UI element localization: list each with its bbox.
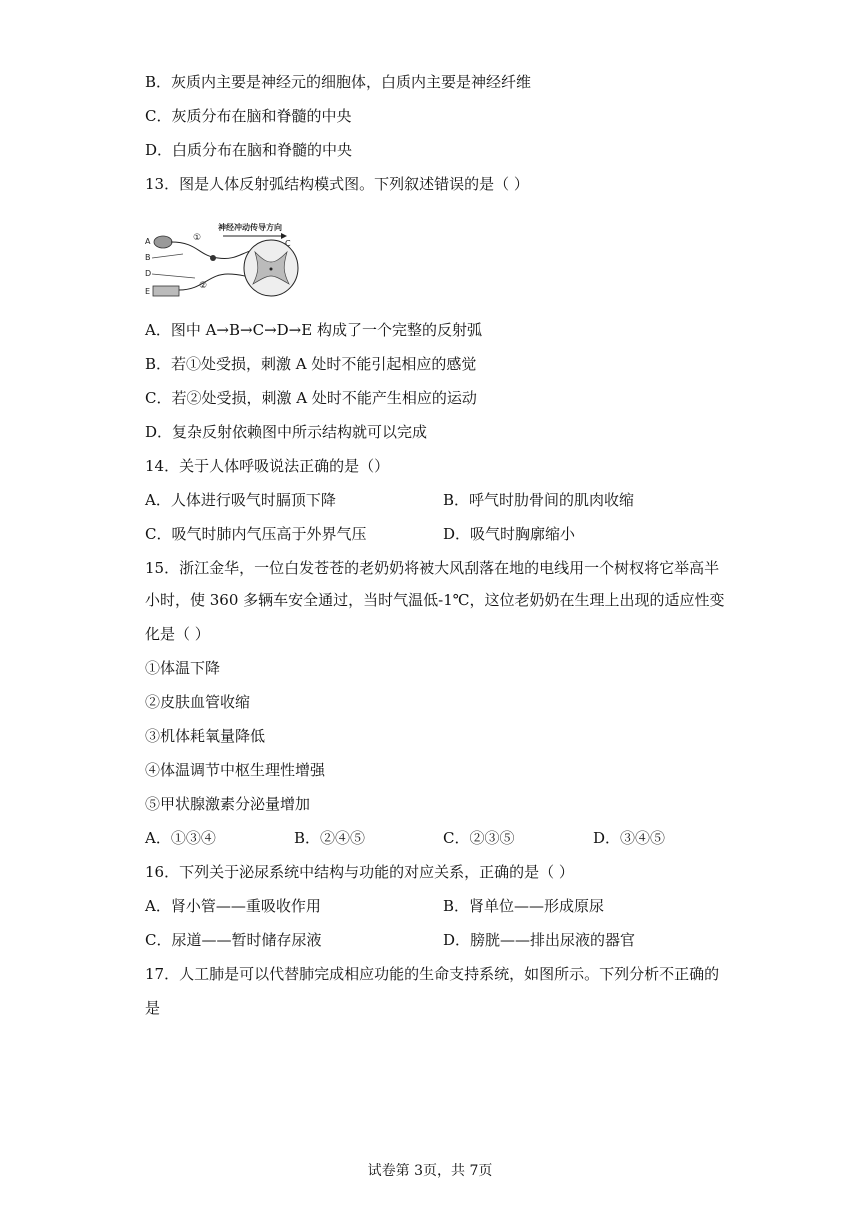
q12-option-b: B．灰质内主要是神经元的细胞体，白质内主要是神经纤维 [145, 73, 532, 91]
q15-option-b: B．②④⑤ [294, 829, 366, 847]
figure-title: 神经冲动传导方向 [218, 223, 282, 232]
effector-e [153, 286, 179, 296]
q14-option-b: B．呼气时肋骨间的肌肉收缩 [443, 491, 635, 509]
ganglion [210, 255, 216, 261]
q16-option-b: B．肾单位——形成原尿 [443, 897, 605, 915]
q14-option-c: C．吸气时肺内气压高于外界气压 [145, 525, 367, 543]
b-pointer [152, 254, 183, 258]
q15-item-1: ①体温下降 [145, 659, 221, 677]
reflex-arc-figure [143, 216, 303, 304]
q15-stem-line-2: 小时，使 360 多辆车安全通过，当时气温低-1℃，这位老奶奶在生理上出现的适应性变 [145, 591, 725, 609]
q14-option-d: D．吸气时胸廓缩小 [443, 525, 576, 543]
q15-item-3: ③机体耗氧量降低 [145, 727, 266, 745]
q13-option-d: D．复杂反射依赖图中所示结构就可以完成 [145, 423, 428, 441]
q15-item-4: ④体温调节中枢生理性增强 [145, 761, 326, 779]
reflex-arc-diagram [143, 216, 303, 304]
q13-option-b: B．若①处受损，刺激 A 处时不能引起相应的感觉 [145, 355, 477, 373]
q16-option-c: C．尿道——暂时储存尿液 [145, 931, 322, 949]
q16-option-a: A．肾小管——重吸收作用 [145, 897, 321, 915]
label-e: E [145, 287, 151, 296]
q12-option-d: D．白质分布在脑和脊髓的中央 [145, 141, 353, 159]
q15-item-2: ②皮肤血管收缩 [145, 693, 251, 711]
q15-stem-line-3: 化是（ ） [145, 625, 210, 643]
d-pointer [152, 274, 195, 278]
q15-option-d: D．③④⑤ [593, 829, 666, 847]
q17-stem-line-2: 是 [145, 999, 161, 1017]
q12-option-c: C．灰质分布在脑和脊髓的中央 [145, 107, 352, 125]
q17-stem-line-1: 17．人工肺是可以代替肺完成相应功能的生命支持系统，如图所示。下列分析不正确的 [145, 965, 720, 983]
receptor-a [154, 236, 172, 248]
q13-stem: 13．图是人体反射弧结构模式图。下列叙述错误的是（ ） [145, 175, 529, 193]
q14-option-a: A．人体进行吸气时膈顶下降 [145, 491, 336, 509]
q16-stem: 16．下列关于泌尿系统中结构与功能的对应关系，正确的是（ ） [145, 863, 574, 881]
q15-item-5: ⑤甲状腺激素分泌量增加 [145, 795, 311, 813]
label-b: B [145, 253, 151, 262]
q13-option-c: C．若②处受损，刺激 A 处时不能产生相应的运动 [145, 389, 477, 407]
central-canal [270, 268, 273, 271]
page-footer: 试卷第 3页，共 7页 [367, 1163, 493, 1179]
label-c: C [285, 239, 291, 248]
q15-stem-line-1: 15．浙江金华，一位白发苍苍的老奶奶将被大风刮落在地的电线用一个树杈将它举高半 [145, 559, 720, 577]
q16-option-d: D．膀胱——排出尿液的器官 [443, 931, 636, 949]
q15-option-a: A．①③④ [145, 829, 216, 847]
q14-stem: 14．关于人体呼吸说法正确的是（） [145, 457, 390, 475]
label-circle-2: ② [199, 281, 208, 291]
label-circle-1: ① [193, 233, 202, 243]
label-a: A [145, 237, 151, 246]
q13-option-a: A．图中 A→B→C→D→E 构成了一个完整的反射弧 [145, 321, 482, 339]
label-d: D [145, 269, 152, 278]
q15-option-c: C．②③⑤ [443, 829, 515, 847]
